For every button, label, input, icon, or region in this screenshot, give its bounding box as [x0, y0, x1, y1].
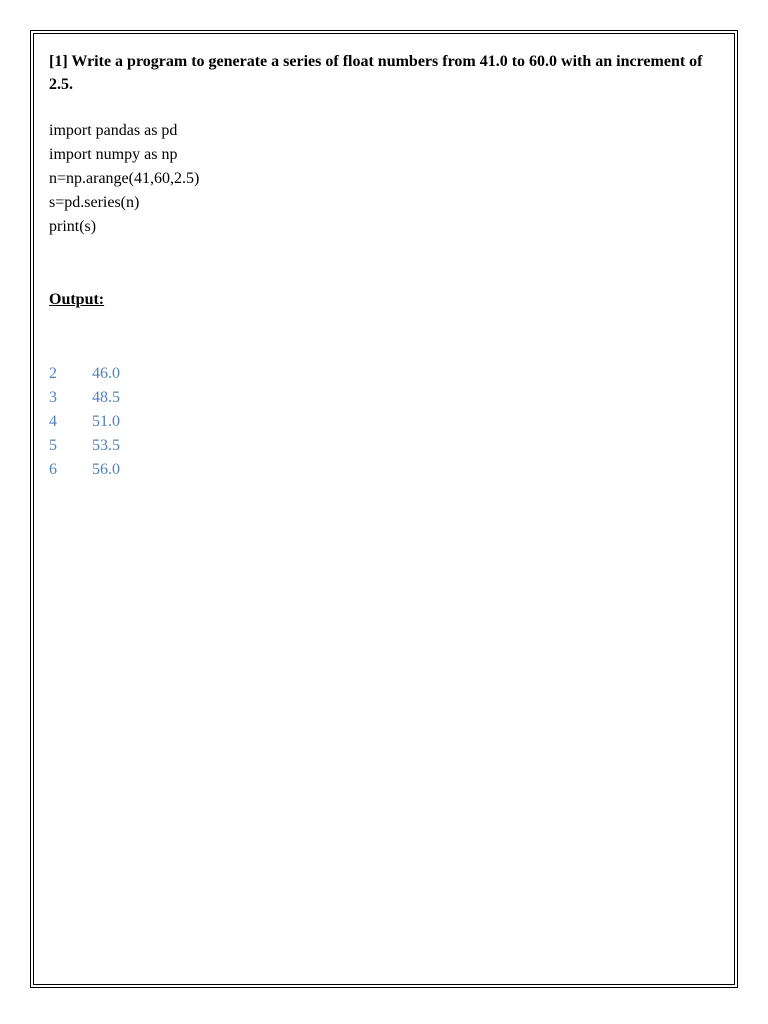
document-content	[49, 50, 714, 482]
output-index: 4	[49, 413, 57, 430]
output-value: 51.0	[92, 413, 120, 430]
output-value: 56.0	[92, 461, 120, 478]
code-line: import pandas as pd	[49, 122, 178, 139]
question-text: [1] Write a program to generate a series of float numbers from 41.0 to 60.0 with an increment of 2.5.	[49, 53, 703, 93]
output-value: 53.5	[92, 437, 120, 454]
output-heading: Output:	[49, 291, 105, 308]
output-row	[49, 386, 714, 410]
code-line: print(s)	[49, 218, 97, 235]
output-row	[49, 362, 714, 386]
page-border	[30, 30, 738, 988]
output-value: 48.5	[92, 389, 120, 406]
output-value: 46.0	[92, 365, 120, 382]
code-line: n=np.arange(41,60,2.5)	[49, 170, 200, 187]
output-index: 5	[49, 437, 57, 454]
output-index: 3	[49, 389, 57, 406]
output-index: 6	[49, 461, 57, 478]
code-line: import numpy as np	[49, 146, 178, 163]
output-block	[49, 362, 714, 482]
output-row	[49, 458, 714, 482]
code-block	[49, 119, 714, 239]
output-row	[49, 434, 714, 458]
output-index: 2	[49, 365, 57, 382]
output-row	[49, 410, 714, 434]
code-line: s=pd.series(n)	[49, 194, 140, 211]
